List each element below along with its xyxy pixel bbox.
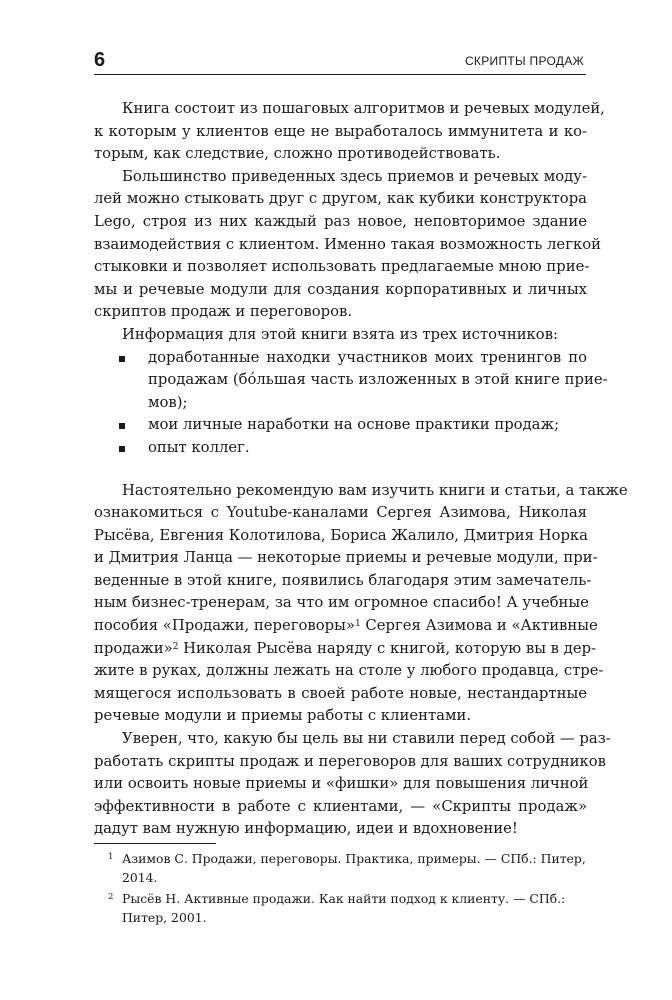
text-line: жите в руках, должны лежать на столе у любого продавца, стре- <box>94 662 604 680</box>
text-line: веденные в этой книге, появились благодаря этим замечатель- <box>94 571 592 589</box>
list-item <box>94 347 608 415</box>
text-fragment: продажи» <box>94 639 173 657</box>
text-line: дадут вам нужную информацию, идеи и вдохновение! <box>94 820 518 838</box>
footnotes <box>94 850 587 930</box>
text-line: доработанные находки участников моих тренингов по <box>148 348 587 366</box>
text-line: работать скрипты продаж и переговоров для ваших сотрудников <box>94 752 606 770</box>
paragraph-sources <box>94 324 587 347</box>
text-line: Рысёва, Евгения Колотилова, Бориса Жалило, Дмитрия Норка <box>94 526 588 544</box>
list-item <box>94 414 587 437</box>
footnote-2 <box>94 890 587 927</box>
paragraph-recommend <box>94 480 628 729</box>
text-line: лей можно стыковать друг с другом, как кубики конструктора <box>94 190 587 208</box>
text-line: Информация для этой книги взята из трех источников: <box>122 325 559 343</box>
footnote-text: Рысёв Н. Активные продажи. Как найти подход к клиенту. — СПб.: Питер, 2001. <box>122 891 566 925</box>
text-fragment: Сергея Азимова и «Активные <box>360 617 598 635</box>
text-line: Настоятельно рекомендую вам изучить книги и статьи, а также <box>122 481 628 499</box>
footnote-mark: 2 <box>108 892 114 902</box>
text-line: мящегося использовать в своей работе новые, нестандартные <box>94 684 587 702</box>
list-item <box>94 437 587 460</box>
paragraph-modules <box>94 166 601 324</box>
text-line: ным бизнес-тренерам, за что им огромное спасибо! А учебные <box>94 594 589 612</box>
text-line: Книга состоит из пошаговых алгоритмов и речевых модулей, <box>122 100 605 117</box>
text-line: скриптов продаж и переговоров. <box>94 303 353 321</box>
text-fragment: пособия «Продажи, переговоры» <box>94 617 355 635</box>
page-number: 6 <box>94 49 106 71</box>
bullet-square-icon <box>119 446 125 452</box>
body-text <box>94 98 628 841</box>
text-line <box>94 615 598 638</box>
paragraph-gap <box>94 460 587 480</box>
text-line: мов); <box>148 393 188 411</box>
paragraph-intro <box>94 98 605 166</box>
text-line: речевые модули и приемы работы с клиентами. <box>94 707 472 725</box>
text-fragment: Николая Рысёва наряду с книгой, которую вы в дер- <box>178 639 597 657</box>
text-line: опыт коллег. <box>148 438 250 456</box>
bullet-square-icon <box>119 423 125 429</box>
text-line: Большинство приведенных здесь приемов и речевых моду- <box>122 167 587 185</box>
text-line: мои личные наработки на основе практики продаж; <box>148 416 560 434</box>
text-line <box>94 638 597 661</box>
text-line: эффективности в работе с клиентами, — «Скрипты продаж» <box>94 797 587 815</box>
footnote-1 <box>94 850 587 887</box>
text-line: взаимодействия с клиентом. Именно такая возможность легкой <box>94 235 601 253</box>
paragraph-final <box>94 728 611 841</box>
header-rule <box>94 74 586 75</box>
text-line: Lego, строя из них каждый раз новое, неповторимое здание <box>94 212 587 230</box>
text-line: к которым у клиентов еще не выработалось иммунитета и ко- <box>94 122 587 140</box>
text-line: торым, как следствие, сложно противодействовать. <box>94 145 501 163</box>
text-line: продажам (бóльшая часть изложенных в этой книге прие- <box>148 371 608 389</box>
footnote-text: Азимов С. Продажи, переговоры. Практика, примеры. — СПб.: Питер, 2014. <box>122 851 586 885</box>
footnote-rule <box>94 843 216 844</box>
text-line: Уверен, что, какую бы цель вы ни ставили перед собой — раз- <box>122 730 611 748</box>
footnote-mark: 1 <box>108 852 114 862</box>
bullet-square-icon <box>119 356 125 362</box>
sources-list <box>94 347 608 460</box>
footnote-ref-2[interactable]: 2 <box>172 641 179 652</box>
text-line: мы и речевые модули для создания корпоративных и личных <box>94 280 587 298</box>
text-line: ознакомиться с Youtube-каналами Сергея Азимова, Николая <box>94 504 587 522</box>
text-line: и Дмитрия Ланца — некоторые приемы и речевые модули, при- <box>94 549 598 567</box>
text-line: стыковки и позволяет использовать предлагаемые мною прие- <box>94 258 590 276</box>
text-line: или освоить новые приемы и «фишки» для повышения личной <box>94 775 589 793</box>
running-title: СКРИПТЫ ПРОДАЖ <box>464 54 584 68</box>
footnote-ref-1[interactable]: 1 <box>354 619 361 630</box>
